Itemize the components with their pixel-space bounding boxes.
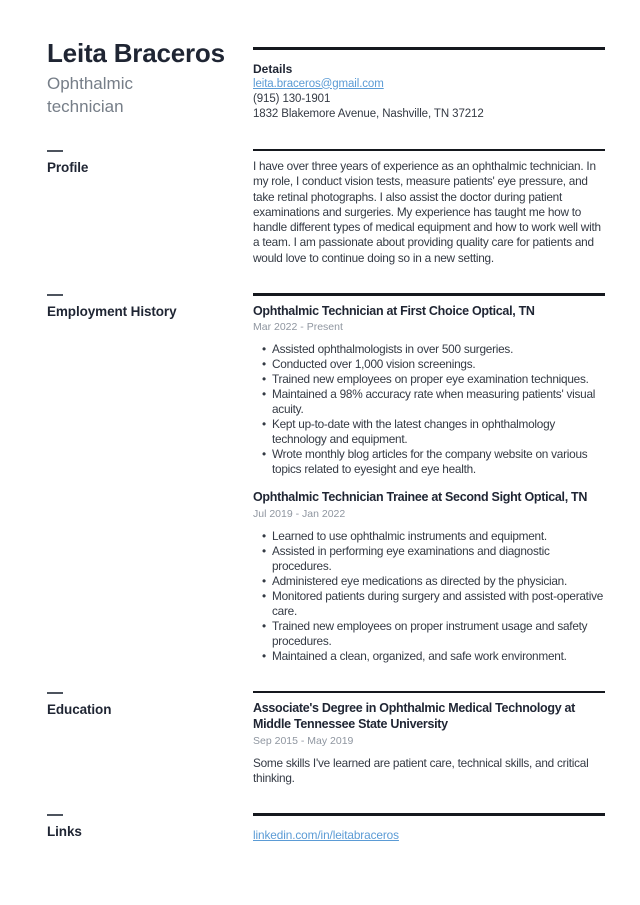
- linkedin-link[interactable]: linkedin.com/in/leitabraceros: [253, 827, 399, 842]
- section-heading-employment: Employment History: [47, 304, 177, 320]
- profile-section: [47, 149, 605, 267]
- section-heading-education: Education: [47, 701, 112, 717]
- section-heading-links: Links: [47, 824, 82, 840]
- details-rule: [253, 47, 605, 50]
- employment-section: [47, 293, 605, 664]
- job-bullet: • Administered eye medications as directed by the physician.: [253, 574, 605, 589]
- job-bullet: • Monitored patients during surgery and assisted with post-operative care.: [253, 589, 605, 619]
- education-description: Some skills I've learned are patient care, technical skills, and critical thinking.: [253, 755, 589, 785]
- job-dates: Jul 2019 - Jan 2022: [253, 507, 346, 520]
- links-section: [47, 813, 605, 843]
- job-entry: [253, 490, 605, 664]
- education-dates: Sep 2015 - May 2019: [253, 734, 354, 747]
- education-rule: [253, 691, 605, 694]
- section-dash: [47, 814, 63, 816]
- job-bullet: • Conducted over 1,000 vision screenings.: [253, 357, 605, 372]
- resume-name: Leita Braceros: [47, 38, 225, 68]
- section-dash: [47, 692, 63, 694]
- employment-rule: [253, 293, 605, 296]
- job-bullet-list: [253, 529, 605, 664]
- job-bullet: • Assisted ophthalmologists in over 500 surgeries.: [253, 342, 605, 357]
- job-dates: Mar 2022 - Present: [253, 321, 343, 334]
- phone-number: (915) 130-1901: [253, 92, 331, 105]
- section-dash: [47, 150, 63, 152]
- education-section: [47, 691, 605, 786]
- details-heading: Details: [253, 61, 293, 76]
- job-bullet: • Kept up-to-date with the latest changes in ophthalmology technology and equipment.: [253, 417, 605, 447]
- profile-rule: [253, 149, 605, 152]
- job-bullet: • Maintained a clean, organized, and safe work environment.: [253, 649, 605, 664]
- section-heading-profile: Profile: [47, 159, 89, 175]
- job-bullet: • Learned to use ophthalmic instruments and equipment.: [253, 529, 605, 544]
- email-link[interactable]: leita.braceros@gmail.com: [253, 77, 384, 90]
- profile-text: I have over three years of experience as an ophthalmic technician. In my role, I conduct vision tests, measure patients' eye pressure, and take retinal photographs. I also assist the doctor during patient examinations and surgeries. My experience has taught me how to handle different types of medical equipment and how to work well with a team. I am passionate about providing quality care for patients and would love to continue doing so in a new setting.: [253, 159, 601, 265]
- section-dash: [47, 294, 63, 296]
- job-bullet: • Wrote monthly blog articles for the company website on various topics related to eyesight and eye health.: [253, 447, 605, 477]
- links-rule: [253, 813, 605, 816]
- job-title: Ophthalmic Technician Trainee at Second Sight Optical, TN: [253, 490, 588, 505]
- job-title: Ophthalmic Technician at First Choice Optical, TN: [253, 303, 535, 318]
- degree-title: Associate's Degree in Ophthalmic Medical Technology at Middle Tennessee State University: [253, 701, 576, 731]
- job-bullet: • Trained new employees on proper eye examination techniques.: [253, 372, 605, 387]
- job-bullet: • Assisted in performing eye examinations and diagnostic procedures.: [253, 544, 605, 574]
- header-section: [47, 38, 605, 122]
- job-entry: [253, 304, 605, 478]
- resume-job-title: Ophthalmic technician: [47, 74, 133, 116]
- job-bullet: • Trained new employees on proper instrument usage and safety procedures.: [253, 619, 605, 649]
- job-bullet: • Maintained a 98% accuracy rate when measuring patients' visual acuity.: [253, 387, 605, 417]
- job-bullet-list: [253, 342, 605, 477]
- address: 1832 Blakemore Avenue, Nashville, TN 37212: [253, 107, 484, 120]
